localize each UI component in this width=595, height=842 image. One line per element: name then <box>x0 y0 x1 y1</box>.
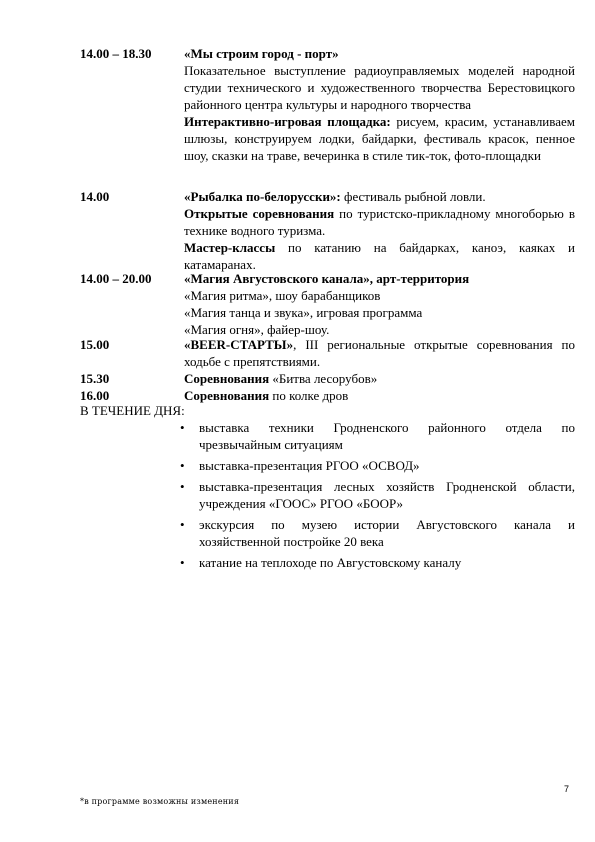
entry-time: 14.00 – 18.30 <box>80 46 152 61</box>
entry-title-line <box>184 336 575 370</box>
page-number: 7 <box>564 784 570 794</box>
list-item-text: экскурсия по музею истории Августовского канала и хозяйственной постройке 20 века <box>199 517 575 549</box>
subsection-text: по туристско-прикладному многоборью в технике водного туризма. <box>184 206 575 238</box>
entry-time: 15.00 <box>80 337 110 352</box>
entry-content <box>184 336 575 370</box>
list-item-text: выставка-презентация лесных хозяйств Гродненской области, учреждения «ГООС» РГОО «БООР» <box>199 479 575 511</box>
entry-subsection <box>184 113 575 164</box>
bullet-icon: • <box>180 420 185 435</box>
entry-line: «Магия огня», файер-шоу. <box>184 322 330 337</box>
schedule-entry <box>80 336 575 370</box>
entry-title-text: фестиваль рыбной ловли. <box>340 189 486 204</box>
entry-title: «Рыбалка по-белорусски»: <box>184 189 341 204</box>
list-item <box>178 419 575 453</box>
entry-content <box>184 387 575 404</box>
schedule-entry <box>80 370 575 387</box>
entry-line: «Магия ритма», шоу барабанщиков <box>184 288 381 303</box>
list-item-text: выставка-презентация РГОО «ОСВОД» <box>199 458 420 473</box>
subsection-title: Мастер-классы <box>184 240 276 255</box>
entry-content <box>184 270 575 338</box>
entry-content <box>184 370 575 387</box>
entry-content <box>184 188 575 273</box>
entry-time: 16.00 <box>80 388 110 403</box>
bullet-icon: • <box>180 555 185 570</box>
daytime-list <box>178 419 575 575</box>
entry-time: 14.00 <box>80 189 110 204</box>
entry-title-line <box>184 387 575 404</box>
entry-line: «Магия танца и звука», игровая программа <box>184 305 423 320</box>
bullet-icon: • <box>180 517 185 532</box>
entry-title: «Мы строим город - порт» <box>184 46 339 61</box>
subsection-text: по катанию на байдарках, каноэ, каяках и катамаранах. <box>184 240 575 272</box>
list-item <box>178 478 575 512</box>
entry-subsection <box>184 205 575 239</box>
entry-title-line <box>184 370 575 387</box>
list-item-text: выставка техники Гродненского районного отдела по чрезвычайным ситуациям <box>199 420 575 452</box>
bullet-icon: • <box>180 479 185 494</box>
subsection-title: Открытые соревнования <box>184 206 335 221</box>
daytime-heading: В ТЕЧЕНИЕ ДНЯ: <box>80 403 185 418</box>
entry-time: 14.00 – 20.00 <box>80 271 152 286</box>
entry-title-text: по колке дров <box>269 388 349 403</box>
schedule-entry <box>80 270 575 338</box>
entry-title: «BEER-СТАРТЫ» <box>184 337 294 352</box>
entry-title: «Магия Августовского канала», арт-территория <box>184 271 470 286</box>
bullet-icon: • <box>180 458 185 473</box>
entry-time: 15.30 <box>80 371 110 386</box>
schedule-entry <box>80 45 575 164</box>
subsection-title: Интерактивно-игровая площадка: <box>184 114 391 129</box>
schedule-entry <box>80 188 575 273</box>
entry-subsection <box>184 239 575 273</box>
list-item <box>178 554 575 571</box>
entry-title-text: «Битва лесорубов» <box>269 371 378 386</box>
footnote: *в программе возможны изменения <box>80 797 240 806</box>
entry-content <box>184 45 575 164</box>
list-item-text: катание на теплоходе по Августовскому каналу <box>199 555 462 570</box>
entry-description: Показательное выступление радиоуправляемых моделей народной студии технического и художественного творчества Берестовицкого районного центра культуры и народного творчества <box>184 63 575 112</box>
entry-title: Соревнования <box>184 371 270 386</box>
entry-title-text: , III региональные открытые соревнования по ходьбе с препятствиями. <box>184 337 575 369</box>
list-item <box>178 516 575 550</box>
entry-title: Соревнования <box>184 388 270 403</box>
subsection-text: рисуем, красим, устанавливаем шлюзы, конструируем лодки, байдарки, фестиваль красок, пенное шоу, сказки на траве, вечеринка в стиле тик-ток, фото-площадки <box>184 114 575 163</box>
list-item <box>178 457 575 474</box>
entry-title-line <box>184 188 575 205</box>
